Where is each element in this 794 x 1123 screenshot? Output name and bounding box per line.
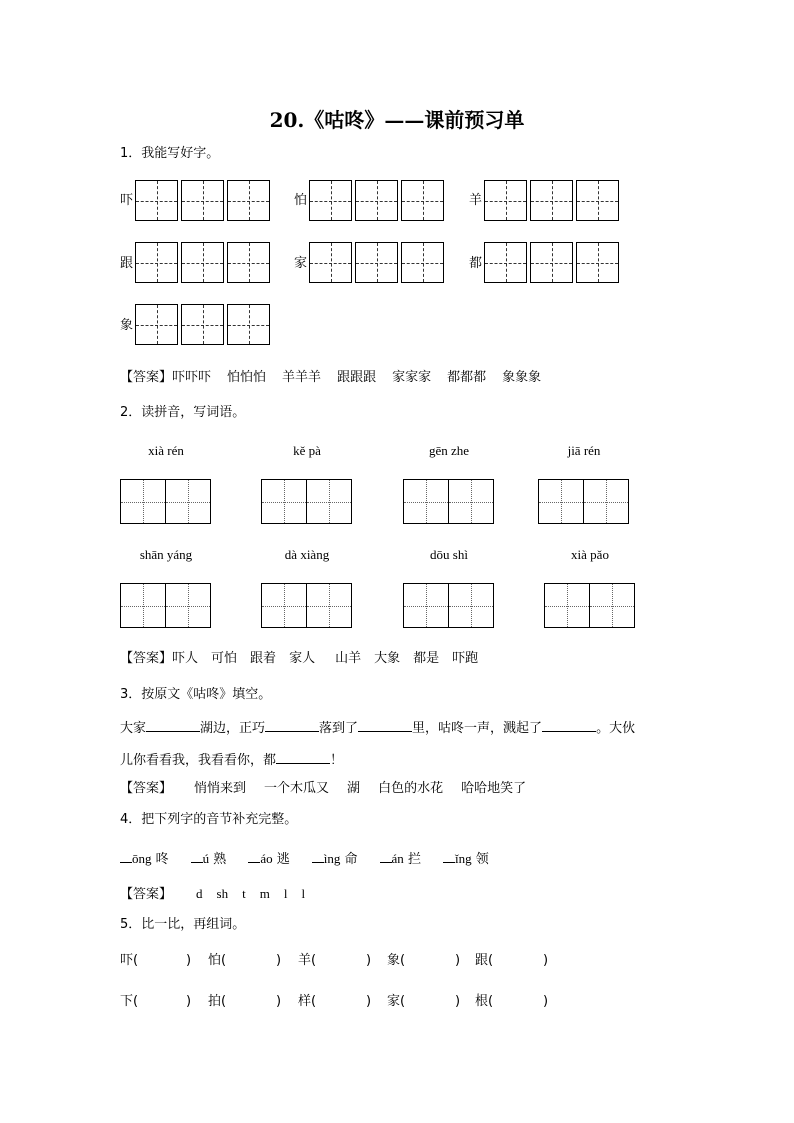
writing-grid-cell[interactable] [576, 242, 619, 283]
word-writing-box[interactable] [403, 583, 494, 628]
writing-grid-cell[interactable] [181, 242, 224, 283]
q5-char: 拍( [208, 994, 227, 1009]
pinyin-label: xià rén [148, 443, 184, 458]
answer-item: 可怕 [211, 651, 238, 666]
writing-grid-cell[interactable] [227, 304, 270, 345]
q1-char: 跟 [120, 256, 134, 271]
fill-blank[interactable] [120, 849, 132, 863]
answer-item: 吓跑 [452, 651, 479, 666]
syllable-text: ú [202, 851, 210, 866]
answer-item: 都是 [413, 651, 440, 666]
q1-answer [120, 370, 557, 386]
syllable-char: 命 [344, 852, 358, 867]
syllable-item [380, 852, 421, 867]
fill-blank[interactable] [312, 849, 324, 863]
passage-text: ！ [330, 753, 344, 768]
q5-char: 羊( [298, 953, 317, 968]
syllable-char: 逃 [276, 852, 290, 867]
q5-char: 吓( [120, 953, 139, 968]
q4-items [120, 849, 489, 868]
q3-passage-line [120, 718, 635, 737]
word-writing-box[interactable] [261, 583, 352, 628]
answer-label: 【答案】 [120, 887, 173, 902]
q4-heading: 4．把下列字的音节补充完整。 [120, 812, 298, 827]
answer-item: 都都都 [447, 370, 487, 385]
writing-grid-cell[interactable] [181, 304, 224, 345]
fill-blank[interactable] [276, 750, 330, 764]
q5-char: 下( [120, 994, 139, 1009]
syllable-text: án [391, 851, 404, 866]
passage-text: 里，咕咚一声，溅起了 [412, 721, 543, 736]
writing-grid-group [484, 242, 619, 283]
q5-char: 根( [475, 994, 494, 1009]
pinyin-label: dà xiàng [284, 547, 330, 562]
passage-text: 湖边，正巧 [200, 721, 266, 736]
paren-close: ) [366, 953, 372, 968]
syllable-item [443, 852, 489, 867]
paren-close: ) [455, 994, 461, 1009]
word-writing-box[interactable] [403, 479, 494, 524]
fill-blank[interactable] [380, 849, 392, 863]
word-writing-box[interactable] [261, 479, 352, 524]
syllable-char: 拦 [407, 852, 421, 867]
answer-item: 大象 [374, 651, 401, 666]
answer-item: l [301, 886, 306, 901]
syllable-text: áo [260, 851, 273, 866]
answer-item: 羊羊羊 [282, 370, 322, 385]
answer-item: d [196, 886, 203, 901]
q5-char: 家( [387, 994, 406, 1009]
answer-item: 吓人 [172, 651, 199, 666]
pinyin-label: kě pà [293, 443, 321, 458]
syllable-text: ōng [132, 851, 152, 866]
paren-close: ) [543, 953, 549, 968]
writing-grid-group [135, 304, 270, 345]
answer-item: 家人 [289, 651, 316, 666]
fill-blank[interactable] [358, 718, 412, 732]
fill-blank[interactable] [191, 849, 203, 863]
answer-item: l [283, 886, 288, 901]
q3-heading: 3．按原文《咕咚》填空。 [120, 687, 272, 702]
writing-grid-group [135, 242, 270, 283]
answer-label: 【答案】 [120, 370, 173, 385]
paren-close: ) [186, 953, 192, 968]
answer-item: sh [216, 886, 229, 901]
writing-grid-cell[interactable] [309, 180, 352, 221]
answer-item: 白色的水花 [378, 781, 444, 796]
q2-heading: 2．读拼音，写词语。 [120, 405, 246, 420]
answer-item: 湖 [347, 781, 361, 796]
paren-close: ) [455, 953, 461, 968]
syllable-item [191, 852, 227, 867]
paren-close: ) [276, 953, 282, 968]
q3-answer [120, 781, 526, 797]
answer-item: 山羊 [335, 651, 362, 666]
fill-blank[interactable] [146, 718, 200, 732]
answer-item: 悄悄来到 [194, 781, 247, 796]
writing-grid-cell[interactable] [401, 242, 444, 283]
q1-char: 家 [294, 256, 308, 271]
syllable-char: 咚 [155, 852, 169, 867]
paren-close: ) [186, 994, 192, 1009]
answer-item: t [242, 886, 246, 901]
word-writing-box[interactable] [120, 583, 211, 628]
fill-blank[interactable] [443, 849, 455, 863]
paren-close: ) [366, 994, 372, 1009]
syllable-text: ìng [323, 851, 341, 866]
answer-item: 哈哈地笑了 [461, 781, 527, 796]
answer-label: 【答案】 [120, 651, 173, 666]
writing-grid-group [135, 180, 270, 221]
pinyin-label: xià pǎo [571, 547, 609, 562]
answer-item: 跟着 [250, 651, 277, 666]
fill-blank[interactable] [265, 718, 319, 732]
writing-grid-cell[interactable] [135, 180, 178, 221]
syllable-char: 熟 [213, 852, 227, 867]
pinyin-label: jiā rén [567, 443, 601, 458]
writing-grid-cell[interactable] [484, 180, 527, 221]
writing-grid-cell[interactable] [135, 304, 178, 345]
writing-grid-group [309, 180, 444, 221]
answer-item: 怕怕怕 [227, 370, 267, 385]
answer-label: 【答案】 [120, 781, 173, 796]
writing-grid-cell[interactable] [227, 242, 270, 283]
writing-grid-cell[interactable] [355, 242, 398, 283]
q1-char: 都 [469, 256, 483, 271]
writing-grid-cell[interactable] [309, 242, 352, 283]
writing-grid-cell[interactable] [576, 180, 619, 221]
fill-blank[interactable] [542, 718, 596, 732]
pinyin-label: gēn zhe [428, 443, 470, 458]
word-writing-box[interactable] [120, 479, 211, 524]
writing-grid-cell[interactable] [355, 180, 398, 221]
passage-text: 儿你看看我，我看看你，都 [120, 753, 277, 768]
q4-answer [120, 886, 305, 903]
fill-blank[interactable] [248, 849, 260, 863]
q1-heading: 1．我能写好字。 [120, 146, 220, 161]
syllable-char: 领 [475, 852, 489, 867]
pinyin-label: dōu shì [430, 547, 468, 562]
syllable-text: ǐng [454, 851, 472, 866]
q5-char: 跟( [475, 953, 494, 968]
writing-grid-cell[interactable] [135, 242, 178, 283]
syllable-item [120, 852, 169, 867]
q5-char: 象( [387, 953, 406, 968]
answer-item: m [259, 886, 270, 901]
writing-grid-group [309, 242, 444, 283]
answer-item: 一个木瓜又 [264, 781, 330, 796]
passage-text: 落到了 [319, 721, 359, 736]
writing-grid-cell[interactable] [227, 180, 270, 221]
answer-item: 吓吓吓 [172, 370, 212, 385]
writing-grid-cell[interactable] [530, 180, 573, 221]
q5-heading: 5．比一比，再组词。 [120, 917, 246, 932]
pinyin-label: shān yáng [139, 547, 193, 562]
q1-char: 羊 [469, 193, 483, 208]
paren-close: ) [543, 994, 549, 1009]
q2-answer [120, 651, 478, 667]
passage-text: 。大伙 [596, 721, 636, 736]
paren-close: ) [276, 994, 282, 1009]
writing-grid-cell[interactable] [530, 242, 573, 283]
word-writing-box[interactable] [538, 479, 629, 524]
q1-char: 怕 [294, 193, 308, 208]
writing-grid-cell[interactable] [401, 180, 444, 221]
q1-char: 吓 [120, 193, 134, 208]
writing-grid-group [484, 180, 619, 221]
answer-item: 象象象 [502, 370, 542, 385]
writing-grid-cell[interactable] [181, 180, 224, 221]
q3-passage-line [120, 750, 343, 769]
q5-char: 样( [298, 994, 317, 1009]
q1-char: 象 [120, 318, 134, 333]
passage-text: 大家 [120, 721, 147, 736]
answer-item: 跟跟跟 [337, 370, 377, 385]
writing-grid-cell[interactable] [484, 242, 527, 283]
word-writing-box[interactable] [544, 583, 635, 628]
q5-char: 怕( [208, 953, 227, 968]
answer-item: 家家家 [392, 370, 432, 385]
page-title: 20.《咕咚》——课前预习单 [269, 108, 525, 132]
syllable-item [248, 852, 289, 867]
syllable-item [312, 852, 358, 867]
